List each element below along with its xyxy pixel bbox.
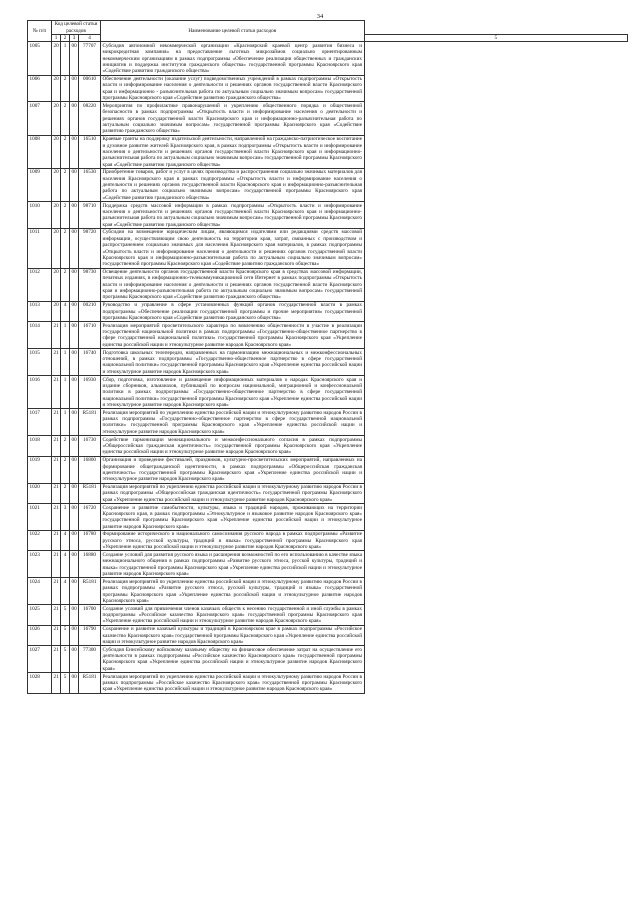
code-2: 1 — [61, 349, 70, 376]
code-3: 00 — [70, 504, 79, 531]
table-row — [28, 673, 628, 694]
row-num: 1006 — [28, 75, 52, 102]
code-2: 2 — [61, 228, 70, 268]
table-row — [28, 168, 628, 201]
code-4: 16780 — [79, 530, 101, 551]
code-2: 5 — [61, 646, 70, 673]
code-3: 00 — [70, 409, 79, 436]
table-row — [28, 456, 628, 483]
table-row — [28, 578, 628, 605]
code-4: R5181 — [79, 483, 101, 504]
code-2: 2 — [61, 75, 70, 102]
code-2: 2 — [61, 135, 70, 168]
code-2: 4 — [61, 530, 70, 551]
code-4: 16740 — [79, 349, 101, 376]
page-number: 34 — [316, 13, 324, 20]
code-2: 5 — [61, 673, 70, 694]
header-code: Код целевой статьи расходов — [52, 21, 101, 35]
row-num: 1013 — [28, 301, 52, 322]
code-1: 20 — [52, 102, 61, 135]
row-name: Краевые гранты на поддержку издательской деятельности, направленной на гражданско-патриотическое воспитание и духовное развитие жителей Красноярского края, в рамках подпрограммы «Открытость власти и информирование населения о деятельности и решениях органов государственной власти Красноярского края и информационно-разъяснительная работа по актуальным социально значимым вопросам» государственной программы Красноярского края «Содействие развитию гражданского общества» — [102, 136, 363, 168]
code-2: 2 — [61, 168, 70, 201]
row-name: Поддержка средств массовой информации в рамках подпрограммы «Открытость власти и информирование населения о деятельности и решениях органов государственной власти Красноярского края и информационно-разъяснительная работа по актуальным социально значимым вопросам» государственной программы Красноярского края «Содействие развитию гражданского общества» — [102, 202, 363, 228]
code-4: 16510 — [79, 135, 101, 168]
row-name: Руководство и управление в сфере установленных функций органов государственной власти в рамках подпрограммы «Обеспечение реализации государственной программы и прочие мероприятия» государственной программы Красноярского края «Содействие развитию гражданского общества» — [102, 302, 363, 321]
table-row — [28, 504, 628, 531]
code-1: 21 — [52, 322, 61, 349]
row-num: 1020 — [28, 483, 52, 504]
header-sub-3: 3 — [70, 35, 79, 42]
code-2: 4 — [61, 551, 70, 578]
code-1: 21 — [52, 456, 61, 483]
row-num: 1005 — [28, 42, 52, 75]
header-sub-4: 4 — [79, 35, 101, 42]
code-2: 2 — [61, 436, 70, 457]
row-num: 1011 — [28, 228, 52, 268]
code-3: 00 — [70, 673, 79, 694]
header-num: № п/п — [28, 21, 52, 42]
code-3: 00 — [70, 483, 79, 504]
row-name: Реализация мероприятий по укреплению единства российской нации и этнокультурному развитию народов России в рамках подпрограммы «Развитие русского этноса, русской культуры, традиций и языка» государственной программы Красноярского края «Укрепление единства российской нации и этнокультурное развитие народов Красноярского края» — [102, 578, 363, 604]
code-3: 00 — [70, 456, 79, 483]
row-num: 1016 — [28, 376, 52, 409]
code-3: 00 — [70, 102, 79, 135]
code-4: 98710 — [79, 202, 101, 229]
code-3: 00 — [70, 551, 79, 578]
code-4: 16730 — [79, 436, 101, 457]
code-3: 00 — [70, 42, 79, 75]
code-1: 20 — [52, 301, 61, 322]
code-2: 4 — [61, 301, 70, 322]
code-4: 08220 — [79, 102, 101, 135]
code-3: 00 — [70, 228, 79, 268]
code-2: 2 — [61, 202, 70, 229]
code-4: 16930 — [79, 376, 101, 409]
code-3: 00 — [70, 168, 79, 201]
code-1: 21 — [52, 646, 61, 673]
code-4: 16700 — [79, 605, 101, 626]
table-row — [28, 625, 628, 646]
code-3: 00 — [70, 75, 79, 102]
row-name: Сбор, подготовка, изготовление и размещение информационных материалов о народах Красноярского края и издание сборников, альманахов, публикаций по вопросам национальной, миграционной и конфессиональной политики в рамках подпрограммы «Государственно-общественное партнерство в сфере государственной национальной политики» государственной программы Красноярского края «Укрепление единства российской нации и этнокультурное развитие народов Красноярского края» — [102, 376, 363, 408]
code-4: 00610 — [79, 75, 101, 102]
code-3: 00 — [70, 349, 79, 376]
table-row — [28, 75, 628, 102]
code-2: 2 — [61, 456, 70, 483]
row-name: Создание условий для развития русского языка и расширения возможностей по его использованию в качестве языка межнационального общения в рамках подпрограммы «Развитие русского этноса, русской культуры, традиций и языка» государственной программы Красноярского края «Укрепление единства российской нации и этнокультурное развитие народов Красноярского края» — [102, 551, 363, 577]
code-1: 21 — [52, 530, 61, 551]
code-2: 2 — [61, 268, 70, 301]
table-row — [28, 376, 628, 409]
table-row — [28, 42, 628, 75]
code-2: 2 — [61, 102, 70, 135]
row-name: Субсидии на возмещение юридическим лицам, являющимся издателями или редакциями средств массовой информации, осуществляющим свою деятельность на территории края, затрат, связанных с производством и распространением социально значимых для населения Красноярского края материалов, в рамках подпрограммы «Открытость власти и информирование населения о деятельности и решениях органов государственной власти Красноярского края и информационно-разъяснительная работа по актуальным социально значимым вопросам» государственной программы Красноярского края «Содействие развитию гражданского общества» — [102, 229, 363, 268]
code-4: 77707 — [79, 42, 101, 75]
header-col5-cell — [364, 35, 627, 42]
code-1: 21 — [52, 605, 61, 626]
code-1: 21 — [52, 504, 61, 531]
code-1: 20 — [52, 202, 61, 229]
row-name: Подготовка школьных телепередач, направленных на гармонизацию межнациональных и межконфессиональных отношений, в рамках подпрограммы «Государственно-общественное партнерство в сфере государственной национальной политики» государственной программы Красноярского края «Укрепление единства российской нации и этнокультурное развитие народов Красноярского края» — [102, 349, 363, 375]
row-num: 1027 — [28, 646, 52, 673]
table-row — [28, 102, 628, 135]
code-1: 21 — [52, 376, 61, 409]
code-3: 00 — [70, 202, 79, 229]
row-num: 1018 — [28, 436, 52, 457]
row-name: Реализация мероприятий по укреплению единства российской нации и этнокультурному развитию народов России в рамках подпрограммы «Государственно-общественное партнерство в сфере государственной национальной политики» государственной программы Красноярского края «Укрепление единства российской нации и этнокультурное развитие народов Красноярского края» — [102, 409, 363, 435]
code-3: 00 — [70, 268, 79, 301]
code-3: 00 — [70, 376, 79, 409]
row-name: Субсидия Енисейскому войсковому казачьему обществу на финансовое обеспечение затрат на осуществление его деятельности в рамках подпрограммы «Российское казачество Красноярского края» государственной программы Красноярского края «Укрепление единства российской нации и этнокультурное развитие народов Красноярского края» — [102, 646, 363, 672]
row-name: Субсидия автономной некоммерческой организации «Красноярский краевой центр развития бизнеса и микрокредитная компания» на предоставление льготных микрозаймов социально ориентированным некоммерческим организациям в рамках подпрограммы «Обеспечение реализации общественных и гражданских инициатив и поддержка институтов гражданского общества» государственной программы Красноярского края «Содействие развитию гражданского общества» — [102, 42, 363, 75]
code-4: R5181 — [79, 409, 101, 436]
code-1: 21 — [52, 409, 61, 436]
code-4: 98720 — [79, 228, 101, 268]
row-num: 1008 — [28, 135, 52, 168]
row-name: Мероприятия по профилактике правонарушений и укреплению общественного порядка и общественной безопасности в рамках подпрограммы «Открытость власти и информирование населения о деятельности и решениях органов государственной власти Красноярского края и информационно-разъяснительная работа по актуальным социально значимым вопросам» государственной программы Красноярского края «Содействие развитию гражданского общества» — [102, 102, 363, 135]
table-row — [28, 483, 628, 504]
code-2: 1 — [61, 322, 70, 349]
code-1: 20 — [52, 135, 61, 168]
row-name: Сохранение и развитие казачьей культуры и традиций в Красноярском крае в рамках подпрограммы «Российское казачество Красноярского края» государственной программы Красноярского края «Укрепление единства российской нации и этнокультурное развитие народов Красноярского края» — [102, 626, 363, 645]
row-num: 1009 — [28, 168, 52, 201]
code-2: 1 — [61, 42, 70, 75]
table-row — [28, 551, 628, 578]
table-row — [28, 409, 628, 436]
row-name: Приобретение товаров, работ и услуг в целях производства и распространения социально значимых материалов для населения Красноярского края в рамках подпрограммы «Открытость власти и информирование населения о деятельности и решениях органов государственной власти Красноярского края и информационно-разъяснительная работа по актуальным социально значимым вопросам» государственной программы Красноярского края «Содействие развитию гражданского общества» — [102, 169, 363, 201]
code-3: 00 — [70, 301, 79, 322]
row-num: 1017 — [28, 409, 52, 436]
code-1: 21 — [52, 673, 61, 694]
header-col5: 5 — [494, 35, 498, 41]
code-1: 20 — [52, 168, 61, 201]
row-name: Освещение деятельности органов государственной власти Красноярского края в средствах массовой информации, печатных изданиях, в информационно-телекоммуникационной сети Интернет в рамках подпрограммы «Открытость власти и информирование населения о деятельности и решениях органов государственной власти Красноярского края и информационно-разъяснительная работа по актуальным социально значимым вопросам» государственной программы Красноярского края «Содействие развитию гражданского общества» — [102, 269, 363, 301]
code-2: 5 — [61, 605, 70, 626]
row-num: 1028 — [28, 673, 52, 694]
row-num: 1010 — [28, 202, 52, 229]
table-row — [28, 349, 628, 376]
code-2: 2 — [61, 483, 70, 504]
code-4: 98730 — [79, 268, 101, 301]
code-1: 20 — [52, 75, 61, 102]
row-num: 1014 — [28, 322, 52, 349]
code-2: 1 — [61, 376, 70, 409]
code-3: 00 — [70, 135, 79, 168]
row-num: 1012 — [28, 268, 52, 301]
row-name: Создание условий для привлечения членов казачьих обществ к несению государственной и иной службы в рамках подпрограммы «Российское казачество Красноярского края» государственной программы Красноярского края «Укрепление единства российской нации и этнокультурное развитие народов Красноярского края» — [102, 605, 363, 625]
row-name: Реализация мероприятий просветительского характера по вовлечению общественности в участие в реализации государственной национальной политики в рамках подпрограммы «Государственно-общественное партнерство в сфере государственной национальной политики» государственной программы Красноярского края «Укрепление единства российской нации и этнокультурное развитие народов Красноярского края» — [102, 322, 363, 348]
table-row — [28, 301, 628, 322]
header-name: Наименование целевой статьи расходов — [101, 21, 364, 42]
code-4: 00210 — [79, 301, 101, 322]
row-name: Организация и проведение фестивалей, праздников, культурно-просветительских мероприятий, направленных на формирование общегражданской идентичности, в рамках подпрограммы «Общероссийская гражданская идентичность» государственной программы Красноярского края «Укрепление единства российской нации и этнокультурное развитие народов Красноярского края» — [102, 457, 363, 483]
row-num: 1024 — [28, 578, 52, 605]
code-4: 16530 — [79, 168, 101, 201]
code-4: 77300 — [79, 646, 101, 673]
code-3: 00 — [70, 646, 79, 673]
row-name: Реализация мероприятий по укреплению единства российской нации и этнокультурному развитию народов России в рамках подпрограммы «Общероссийская гражданская идентичность» государственной программы Красноярского края «Укрепление единства российской нации и этнокультурное развитие народов Красноярского края» — [102, 484, 363, 503]
row-num: 1025 — [28, 605, 52, 626]
row-num: 1026 — [28, 625, 52, 646]
row-num: 1007 — [28, 102, 52, 135]
row-num: 1015 — [28, 349, 52, 376]
table-row — [28, 268, 628, 301]
row-name: Содействие гармонизации межнационального и межконфессионального согласия в рамках подпрограммы «Общероссийская гражданская идентичность» государственной программы Красноярского края «Укрепление единства российской нации и этнокультурное развитие народов Красноярского края» — [102, 436, 363, 456]
row-num: 1022 — [28, 530, 52, 551]
code-1: 21 — [52, 436, 61, 457]
row-num: 1023 — [28, 551, 52, 578]
code-3: 00 — [70, 322, 79, 349]
row-num: 1019 — [28, 456, 52, 483]
row-name: Сохранение и развитие самобытности, культуры, языка и традиций народов, проживающих на территории Красноярского края, в рамках подпрограммы «Этнокультурное и языковое развитие народов Красноярского края» государственной программы Красноярского края «Укрепление единства российской нации и этнокультурное развитие народов Красноярского края» — [102, 504, 363, 530]
row-num: 1021 — [28, 504, 52, 531]
code-1: 21 — [52, 483, 61, 504]
code-2: 1 — [61, 409, 70, 436]
code-4: R5181 — [79, 673, 101, 694]
row-name: Обеспечение деятельности (оказание услуг) подведомственных учреждений в рамках подпрограммы «Открытость власти и информирование населения о деятельности и решениях органов государственной власти Красноярского края и информационно - разъяснительная работа по актуальным социально значимым вопросам» государственной программы Красноярского края «Содействие развитию гражданского общества» — [102, 76, 363, 102]
code-3: 00 — [70, 625, 79, 646]
code-1: 20 — [52, 42, 61, 75]
code-1: 21 — [52, 625, 61, 646]
code-2: 5 — [61, 625, 70, 646]
code-4: 16710 — [79, 322, 101, 349]
header-sub-2: 2 — [61, 35, 70, 42]
table-row — [28, 436, 628, 457]
code-3: 00 — [70, 436, 79, 457]
budget-table — [27, 20, 628, 694]
code-4: R5181 — [79, 578, 101, 605]
table-row — [28, 530, 628, 551]
code-1: 21 — [52, 551, 61, 578]
code-1: 20 — [52, 268, 61, 301]
code-1: 21 — [52, 349, 61, 376]
row-name: Реализация мероприятий по укреплению единства российской нации и этнокультурному развитию народов России в рамках подпрограммы «Российское казачество Красноярского края» государственной программы Красноярского края «Укрепление единства российской нации и этнокультурное развитие народов Красноярского края» — [102, 673, 363, 693]
table-row — [28, 135, 628, 168]
row-name: Формирование исторического и национального самосознания русского народа в рамках подпрограммы «Развитие русского этноса, русской культуры, традиций и языка» государственной программы Красноярского края «Укрепление единства российской нации и этнокультурное развитие народов Красноярского края» — [102, 531, 363, 551]
code-4: 16880 — [79, 551, 101, 578]
table-row — [28, 322, 628, 349]
code-1: 21 — [52, 578, 61, 605]
table-row — [28, 202, 628, 229]
table-row — [28, 646, 628, 673]
code-4: 16790 — [79, 625, 101, 646]
code-2: 4 — [61, 578, 70, 605]
code-3: 00 — [70, 578, 79, 605]
code-4: 16800 — [79, 456, 101, 483]
code-1: 20 — [52, 228, 61, 268]
code-2: 3 — [61, 504, 70, 531]
code-3: 00 — [70, 530, 79, 551]
table-row — [28, 605, 628, 626]
code-3: 00 — [70, 605, 79, 626]
code-4: 16720 — [79, 504, 101, 531]
header-sub-1: 1 — [52, 35, 61, 42]
table-row — [28, 228, 628, 268]
